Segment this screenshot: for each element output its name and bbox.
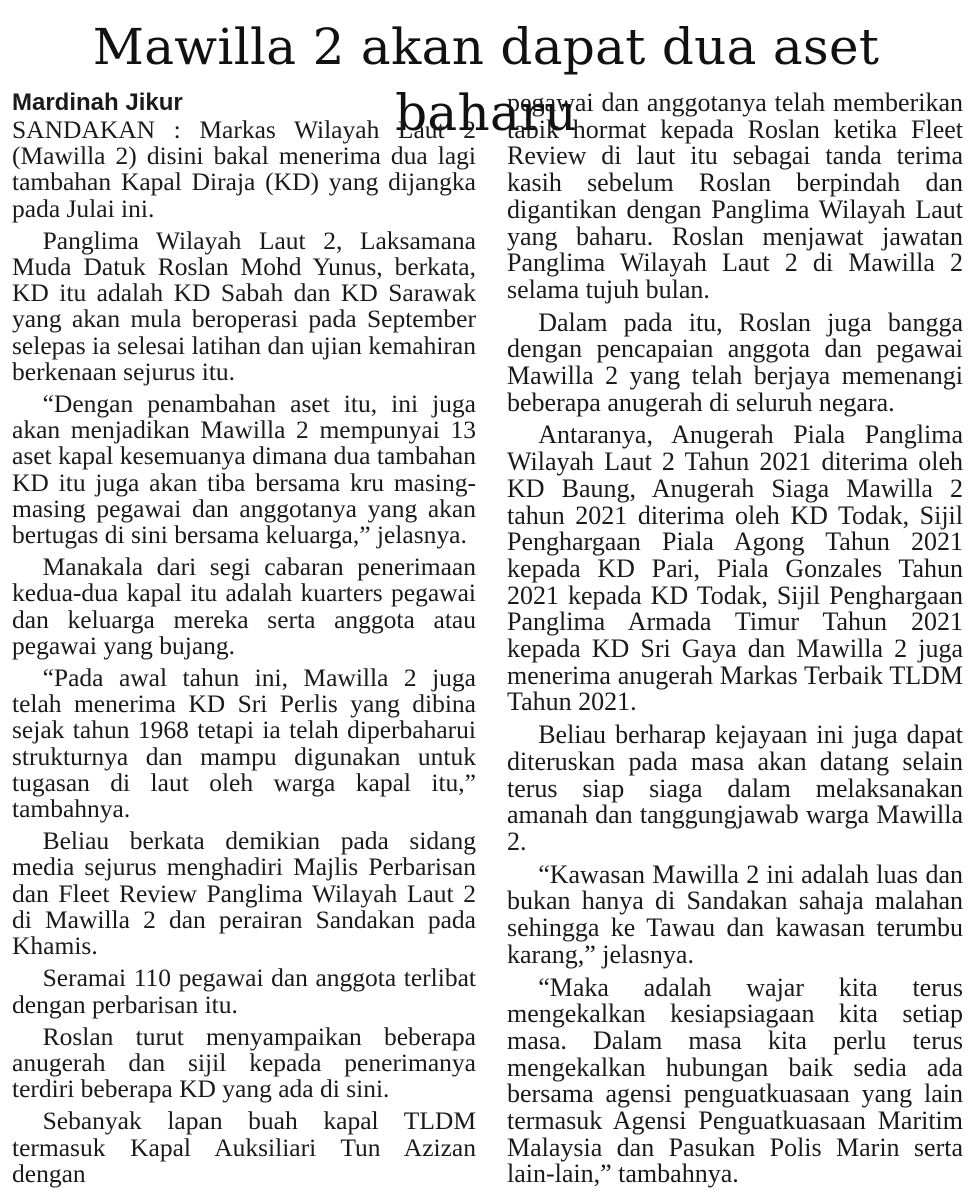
article-paragraph: Beliau berkata demikian pada sidang media sejurus menghadiri Majlis Perbarisan dan Fleet Review Panglima Wilayah Laut 2 di Mawilla 2 dan perairan Sandakan pada Khamis. (12, 826, 476, 961)
article-paragraph: Roslan turut menyampaikan beberapa anugerah dan sijil kepada penerimanya terdiri beberapa KD yang ada di sini. (12, 1021, 476, 1104)
article-paragraph: “Dengan penambahan aset itu, ini juga akan menjadikan Mawilla 2 mempunyai 13 aset kapal kesemuanya dimana dua tambahan KD itu juga akan tiba bersama kru masing-masing pegawai dan anggotanya yang akan bertugas di sini bersama keluarga,” jelasnya. (12, 389, 476, 550)
article-paragraph: SANDAKAN : Markas Wilayah Laut 2 (Mawilla 2) disini bakal menerima dua lagi tambahan Kapal Diraja (KD) yang dijangka pada Julai ini. (12, 115, 476, 223)
article-column-left (12, 90, 476, 1193)
article-paragraph: Antaranya, Anugerah Piala Panglima Wilayah Laut 2 Tahun 2021 diterima oleh KD Baung, Anugerah Siaga Mawilla 2 tahun 2021 diterima oleh KD Todak, Sijil Penghargaan Piala Agong Tahun 2021 kepada KD Pari, Piala Gonzales Tahun 2021 kepada KD Todak, Sijil Penghargaan Panglima Armada Timur Tahun 2021 kepada KD Sri Gaya dan Mawilla 2 juga menerima anugerah Markas Terbaik TLDM Tahun 2021. (507, 420, 963, 717)
article-paragraph: Dalam pada itu, Roslan juga bangga dengan pencapaian anggota dan pegawai Mawilla 2 yang telah berjaya memenangi beberapa anugerah di seluruh negara. (507, 307, 963, 417)
article-paragraph: Beliau berharap kejayaan ini juga dapat diteruskan pada masa akan datang selain terus siap siaga dalam melaksanakan amanah dan tanggungjawab warga Mawilla 2. (507, 720, 963, 856)
article-paragraph: Seramai 110 pegawai dan anggota terlibat dengan perbarisan itu. (12, 963, 476, 1019)
article-paragraph: Manakala dari segi cabaran penerimaan kedua-dua kapal itu adalah kuarters pegawai dan keluarga mereka serta anggota atau pegawai yang bujang. (12, 552, 476, 660)
article-byline: Mardinah Jikur (12, 89, 183, 116)
article-paragraph: pegawai dan anggotanya telah memberikan tabik hormat kepada Roslan ketika Fleet Review di laut itu sebagai tanda terima kasih sebelum Roslan berpindah dan digantikan dengan Panglima Wilayah Laut yang baharu. Roslan menjawat jawatan Panglima Wilayah Laut 2 di Mawilla 2 selama tujuh bulan. (507, 88, 963, 304)
article-paragraph: “Kawasan Mawilla 2 ini adalah luas dan bukan hanya di Sandakan sahaja malahan sehingga ke Tawau dan kawasan terumbu karang,” jelasnya. (507, 859, 963, 969)
article-headline: Mawilla 2 akan dapat dua aset baharu (92, 18, 880, 142)
article-paragraph: “Pada awal tahun ini, Mawilla 2 juga telah menerima KD Sri Perlis yang dibina sejak tahun 1968 tetapi ia telah diperbaharui strukturnya dan mampu digunakan untuk tugasan di laut oleh warga kapal itu,” tambahnya. (12, 663, 476, 824)
article-paragraph: Sebanyak lapan buah kapal TLDM termasuk Kapal Auksiliari Tun Azizan dengan (12, 1106, 476, 1188)
article-paragraph: “Maka adalah wajar kita terus mengekalkan kesiapsiagaan kita setiap masa. Dalam masa kita perlu terus mengekalkan hubungan baik sedia ada bersama agensi penguatkuasaan yang lain termasuk Agensi Penguatkuasaan Maritim Malaysia dan Pasukan Polis Marin serta lain-lain,” tambahnya. (507, 972, 963, 1189)
article-column-right (507, 90, 963, 1194)
article-paragraph: Panglima Wilayah Laut 2, Laksamana Muda Datuk Roslan Mohd Yunus, berkata, KD itu adalah KD Sabah dan KD Sarawak yang akan mula beroperasi pada September selepas ia selesai latihan dan ujian kemahiran berkenaan sejurus itu. (12, 225, 476, 386)
